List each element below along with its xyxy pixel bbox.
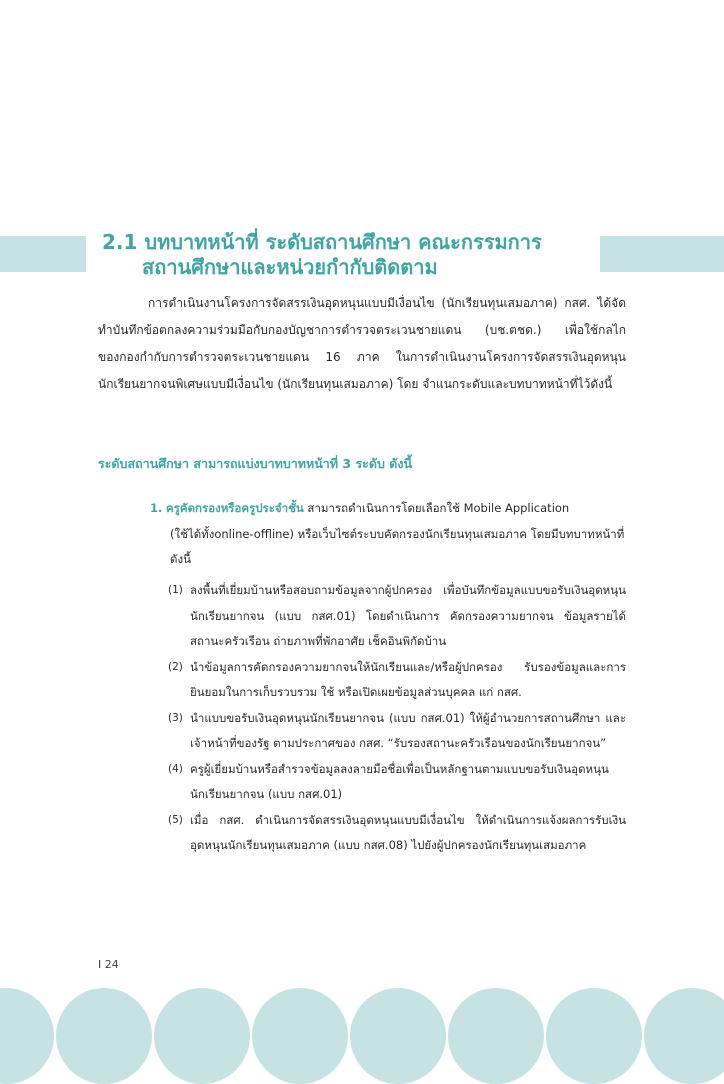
item-bold-label: ครูคัดกรองหรือครูประจำชั้น [166, 501, 304, 515]
decorative-circle [154, 988, 250, 1084]
section-title-line1: 2.1 บทบาทหน้าที่ ระดับสถานศึกษา คณะกรรมการ [102, 230, 542, 254]
sub-item-text: นำแบบขอรับเงินอุดหนุนนักเรียนยากจน (แบบ กสศ.01) ให้ผู้อำนวยการสถานศึกษา และเจ้าหน้าที่ของรัฐ ตามประกาศของ กสศ. “รับรองสถานะครัวเรือนของนักเรียนยากจน” [190, 710, 626, 750]
decorative-circle [644, 988, 724, 1084]
page-number: I 24 [98, 958, 119, 971]
decorative-circle [252, 988, 348, 1084]
decorative-circle [56, 988, 152, 1084]
sub-item [168, 706, 626, 757]
sub-item-number: (4) [168, 762, 183, 775]
sub-item-text: ลงพื้นที่เยี่ยมบ้านหรือสอบถามข้อมูลจากผู้ปกครอง เพื่อบันทึกข้อมูลแบบขอรับเงินอุดหนุนนักเรียนยากจน (แบบ กสศ.01) โดยดำเนินการ คัดกรองความยากจน ข้อมูลรายได้ สถานะครัวเรือน ถ่ายภาพที่พักอาศัย เช็คอินพิกัดบ้าน [190, 583, 626, 648]
item-continuation: (ใช้ได้ทั้งonline-offline) หรือเว็บไซต์ระบบคัดกรองนักเรียนทุนเสมอภาค โดยมีบทบาทหน้าที่ ดังนี้ [170, 526, 625, 566]
title-band-right [600, 236, 724, 272]
sub-item [168, 655, 626, 706]
sub-item-number: (5) [168, 813, 183, 826]
decorative-circle [350, 988, 446, 1084]
intro-text: การดำเนินงานโครงการจัดสรรเงินอุดหนุนแบบมีเงื่อนไข (นักเรียนทุนเสมอภาค) กสศ. ได้จัดทำบันทึกข้อตกลงความร่วมมือกับกองบัญชาการตำรวจตระเวนชายแดน (บช.ตชด.) เพื่อใช้กลไกของกองกำกับการตำรวจตระเวนชายแดน 16 ภาค ในการดำเนินงานโครงการจัดสรรเงินอุดหนุนนักเรียนยากจนพิเศษแบบมีเงื่อนไข (นักเรียนทุนเสมอภาค) โดย จำแนกระดับและบทบาทหน้าที่ไว้ดังนี้ [98, 296, 626, 391]
sub-item-number: (1) [168, 584, 183, 596]
item-number: 1. [150, 501, 163, 515]
sub-item-text: เมื่อ กสศ. ดำเนินการจัดสรรเงินอุดหนุนแบบมีเงื่อนไข ให้ดำเนินการแจ้งผลการรับเงินอุดหนุนนักเรียนทุนเสมอภาค (แบบ กสศ.08) ไปยังผู้ปกครองนักเรียนทุนเสมอภาค [190, 812, 626, 852]
section-title [102, 230, 602, 280]
section-title-line2: สถานศึกษาและหน่วยกำกับติดตาม [142, 255, 438, 279]
list-item-1 [150, 496, 626, 573]
sub-item-number: (2) [168, 660, 183, 673]
sub-item [168, 808, 626, 859]
sub-item [168, 578, 626, 655]
decorative-circle [448, 988, 544, 1084]
sub-item [168, 757, 626, 808]
subheading: ระดับสถานศึกษา สามารถแบ่งบาทบาทหน้าที่ 3 ระดับ ดังนี้ [98, 456, 413, 471]
sub-item-text: ครูผู้เยี่ยมบ้านหรือสำรวจข้อมูลลงลายมือชื่อเพื่อเป็นหลักฐานตามแบบขอรับเงินอุดหนุนนักเรียนยากจน (แบบ กสศ.01) [190, 761, 609, 801]
sub-item-number: (3) [168, 711, 183, 724]
decorative-circle [546, 988, 642, 1084]
decorative-circle [0, 988, 54, 1084]
item-text: สามารถดำเนินการโดยเลือกใช้ Mobile Application [303, 501, 570, 515]
intro-paragraph [98, 290, 626, 398]
sub-item-text: นำข้อมูลการคัดกรองความยากจนให้นักเรียนและ/หรือผู้ปกครอง รับรองข้อมูลและการยินยอมในการเก็บรวบรวม ใช้ หรือเปิดเผยข้อมูลส่วนบุคคล แก่ กสศ. [190, 659, 626, 699]
sub-items [168, 578, 626, 859]
title-band-left [0, 236, 86, 272]
